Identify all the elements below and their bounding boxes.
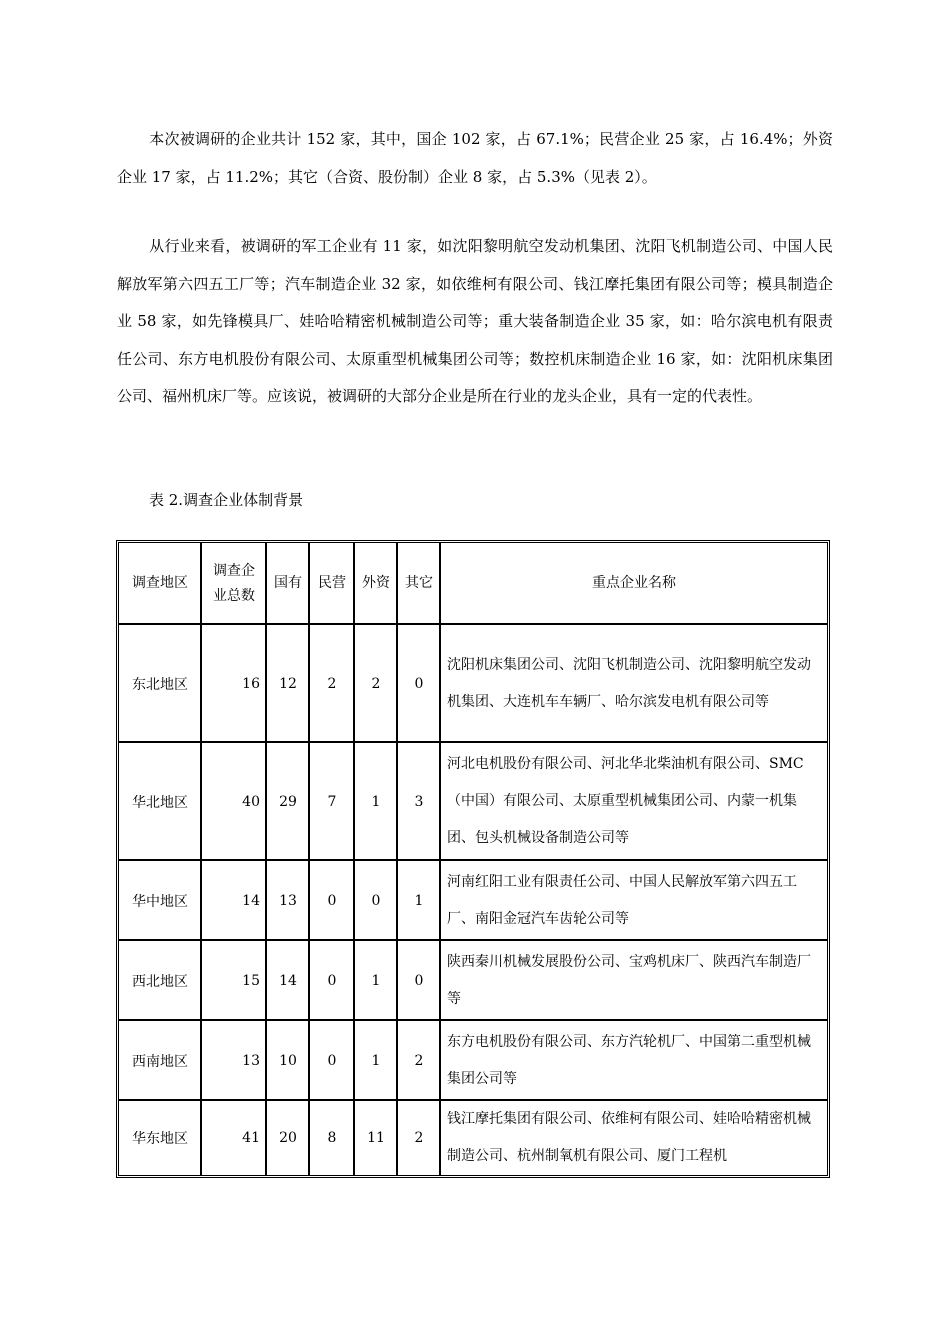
cell-foreign: 1 <box>355 743 398 861</box>
cell-private: 8 <box>310 1101 355 1175</box>
cell-key-enterprises: 沈阳机床集团公司、沈阳飞机制造公司、沈阳黎明航空发动机集团、大连机车车辆厂、哈尔滨发电机有限公司等 <box>441 625 827 743</box>
header-private: 民营 <box>310 543 355 625</box>
table-row <box>119 1101 827 1175</box>
cell-foreign: 2 <box>355 625 398 743</box>
header-foreign: 外资 <box>355 543 398 625</box>
cell-state: 20 <box>267 1101 310 1175</box>
cell-region: 华北地区 <box>119 743 202 861</box>
table-row <box>119 625 827 743</box>
cell-state: 13 <box>267 861 310 941</box>
cell-state: 12 <box>267 625 310 743</box>
cell-region: 东北地区 <box>119 625 202 743</box>
cell-private: 2 <box>310 625 355 743</box>
cell-state: 29 <box>267 743 310 861</box>
cell-key-enterprises: 钱江摩托集团有限公司、依维柯有限公司、娃哈哈精密机械制造公司、杭州制氧机有限公司、厦门工程机 <box>447 1111 811 1164</box>
cell-state: 10 <box>267 1021 310 1101</box>
cell-state: 14 <box>267 941 310 1021</box>
cell-total: 40 <box>202 743 267 861</box>
cell-private: 0 <box>310 861 355 941</box>
cell-foreign: 1 <box>355 941 398 1021</box>
enterprise-ownership-table <box>116 540 830 1178</box>
table-row <box>119 941 827 1021</box>
header-total: 调查企业总数 <box>202 543 267 625</box>
header-region: 调查地区 <box>119 543 202 625</box>
cell-total: 15 <box>202 941 267 1021</box>
table-caption: 表 2.调查企业体制背景 <box>149 491 304 509</box>
cell-region: 西南地区 <box>119 1021 202 1101</box>
table-header-row <box>119 543 827 625</box>
cell-total: 13 <box>202 1021 267 1101</box>
cell-foreign: 0 <box>355 861 398 941</box>
table-row <box>119 861 827 941</box>
paragraph-industry-text: 从行业来看，被调研的军工企业有 11 家，如沈阳黎明航空发动机集团、沈阳飞机制造公司、中国人民解放军第六四五工厂等；汽车制造企业 32 家，如依维柯有限公司、钱江摩托集团有限公司等；模具制造企业 58 家，如先锋模具厂、娃哈哈精密机械制造公司等；重大装备制造企业 35 家，如：哈尔滨电机有限责任公司、东方电机股份有限公司、太原重型机械集团公司等；数控机床制造企业 16 家，如：沈阳机床集团公司、福州机床厂等。应该说，被调研的大部分企业是所在行业的龙头企业，具有一定的代表性。 <box>117 237 833 405</box>
paragraph-ownership-summary <box>117 121 833 196</box>
cell-foreign: 11 <box>355 1101 398 1175</box>
cell-key-enterprises: 河南红阳工业有限责任公司、中国人民解放军第六四五工厂、南阳金冠汽车齿轮公司等 <box>441 861 827 941</box>
cell-other: 1 <box>398 861 441 941</box>
cell-other: 2 <box>398 1101 441 1175</box>
cell-private: 7 <box>310 743 355 861</box>
cell-foreign: 1 <box>355 1021 398 1101</box>
cell-total: 41 <box>202 1101 267 1175</box>
paragraph-ownership-text: 本次被调研的企业共计 152 家，其中，国企 102 家，占 67.1%；民营企业 25 家，占 16.4%；外资企业 17 家，占 11.2%；其它（合资、股份制）企业 8 家，占 5.3%（见表 2）。 <box>117 130 833 186</box>
cell-key-enterprises: 东方电机股份有限公司、东方汽轮机厂、中国第二重型机械集团公司等 <box>441 1021 827 1101</box>
cell-other: 3 <box>398 743 441 861</box>
table-row <box>119 1021 827 1101</box>
cell-key-enterprises: 陕西秦川机械发展股份公司、宝鸡机床厂、陕西汽车制造厂等 <box>441 941 827 1021</box>
cell-region: 华中地区 <box>119 861 202 941</box>
cell-key-enterprises: 河北电机股份有限公司、河北华北柴油机有限公司、SMC（中国）有限公司、太原重型机械集团公司、内蒙一机集团、包头机械设备制造公司等 <box>441 743 827 861</box>
paragraph-industry-summary <box>117 228 833 416</box>
cell-private: 0 <box>310 941 355 1021</box>
cell-other: 2 <box>398 1021 441 1101</box>
cell-total: 14 <box>202 861 267 941</box>
header-names: 重点企业名称 <box>441 543 827 625</box>
table-row <box>119 743 827 861</box>
cell-region: 华东地区 <box>119 1101 202 1175</box>
header-other: 其它 <box>398 543 441 625</box>
cell-region: 西北地区 <box>119 941 202 1021</box>
cell-other: 0 <box>398 941 441 1021</box>
cell-private: 0 <box>310 1021 355 1101</box>
cell-other: 0 <box>398 625 441 743</box>
header-state: 国有 <box>267 543 310 625</box>
cell-total: 16 <box>202 625 267 743</box>
